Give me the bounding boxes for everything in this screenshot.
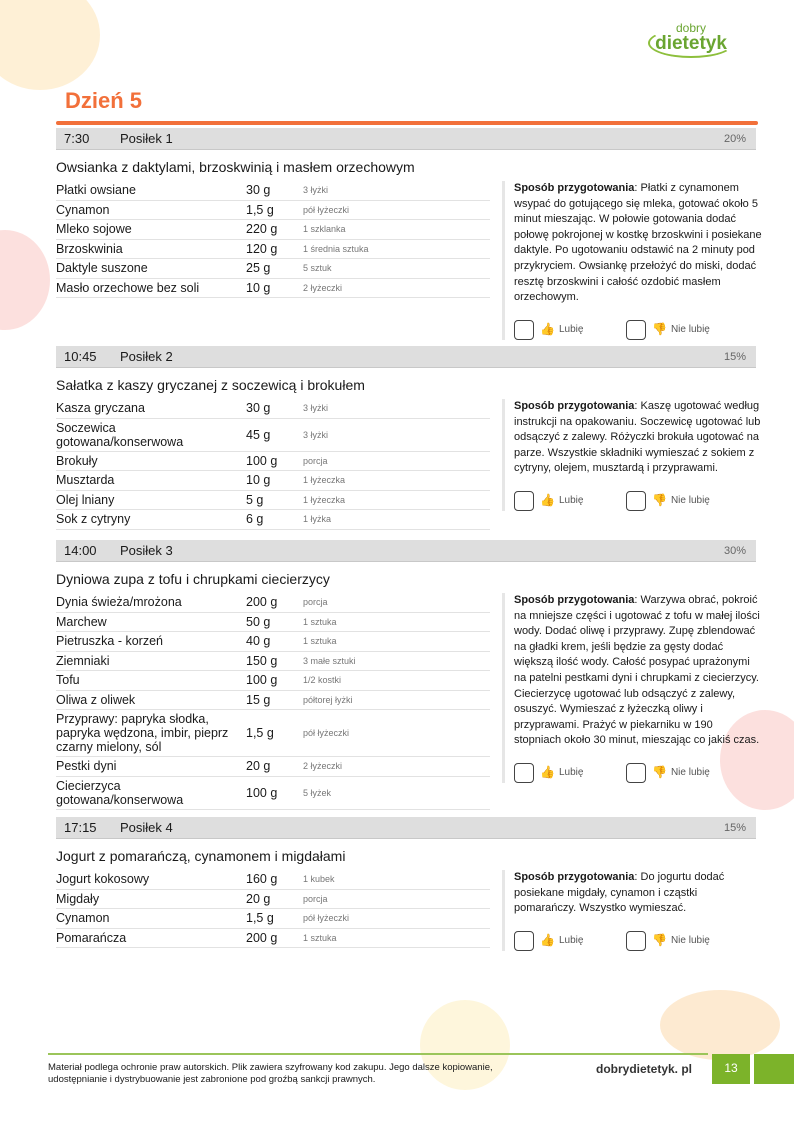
- thumbs-down-icon: 👎: [652, 493, 667, 508]
- thumbs-down-icon: 👎: [652, 765, 667, 780]
- ingredient-name: Kasza gryczana: [56, 401, 145, 416]
- meal-percent: 15%: [723, 821, 746, 834]
- ingredient-measure: 2 łyżeczki: [303, 282, 343, 293]
- ingredient-measure: porcja: [303, 455, 328, 466]
- ingredient-name: Daktyle suszone: [56, 261, 148, 276]
- ingredient-amount: 40 g: [246, 634, 271, 649]
- dislike-checkbox[interactable]: [626, 491, 646, 511]
- like-option[interactable]: [514, 931, 626, 951]
- dislike-label: Nie lubię: [670, 934, 710, 946]
- decorative-grapefruit: [0, 230, 50, 330]
- preparation: [502, 593, 762, 783]
- ingredient-row: [56, 890, 490, 910]
- ingredient-measure: 2 łyżeczki: [303, 761, 343, 772]
- ingredient-measure: 3 małe sztuki: [303, 655, 356, 666]
- ingredient-name: Musztarda: [56, 473, 115, 488]
- recipe-title: Sałatka z kaszy gryczanej z soczewicą i brokułem: [56, 377, 365, 393]
- dislike-option[interactable]: [626, 763, 738, 783]
- logo-text: dietetyk: [655, 33, 727, 54]
- ingredient-measure: pół łyżeczki: [303, 204, 350, 215]
- ingredient-amount: 10 g: [246, 473, 271, 488]
- meal-name: Posiłek 4: [120, 820, 173, 835]
- ingredient-row: [56, 181, 490, 201]
- ingredient-row: [56, 452, 490, 472]
- page-number: 13: [712, 1054, 750, 1084]
- ingredient-measure: 1 łyżeczka: [303, 494, 346, 505]
- ingredient-amount: 10 g: [246, 280, 271, 295]
- divider: [48, 1053, 708, 1055]
- ingredient-amount: 20 g: [246, 891, 271, 906]
- ingredient-amount: 100 g: [246, 785, 278, 800]
- thumbs-up-icon: 👍: [540, 765, 555, 780]
- prep-label: Sposób przygotowania: [514, 182, 635, 194]
- ingredient-row: [56, 757, 490, 777]
- prep-label: Sposób przygotowania: [514, 400, 635, 412]
- ingredient-name: Olej lniany: [56, 492, 115, 507]
- ingredient-measure: 1 sztuka: [303, 636, 337, 647]
- ingredient-row: [56, 240, 490, 260]
- ingredient-amount: 200 g: [246, 930, 278, 945]
- ingredient-name: Przyprawy: papryka słodka, papryka wędzona, imbir, pieprz czarny mielony, sól: [56, 712, 229, 754]
- ingredient-measure: pół łyżeczki: [303, 913, 350, 924]
- ingredient-name: Marchew: [56, 614, 107, 629]
- ingredient-name: Pomarańcza: [56, 930, 127, 945]
- ingredient-measure: porcja: [303, 893, 328, 904]
- recipe-title: Owsianka z daktylami, brzoskwinią i masłem orzechowym: [56, 159, 415, 175]
- ingredient-row: [56, 220, 490, 240]
- like-label: Lubię: [558, 495, 584, 507]
- ingredient-name: Ziemniaki: [56, 653, 110, 668]
- prep-label: Sposób przygotowania: [514, 594, 635, 606]
- meal-percent: 20%: [723, 132, 746, 145]
- ingredient-row: [56, 593, 490, 613]
- prep-text: : Płatki z cynamonem wsypać do gotującego się mleka, gotować około 5 minut mieszając. W połowie gotowania dodać połowę pokrojonej w kostkę brzoskwini i posiekane daktyle. Po ugotowaniu odstawić na 2 minuty pod przykryciem. Owsiankę przełożyć do miski, dodać resztę brzoskwini i całość ozdobić masłem orzechowym.: [514, 182, 762, 304]
- feedback: [514, 763, 762, 783]
- meal-time: 14:00: [64, 543, 97, 558]
- ingredient-name: Soczewica gotowana/konserwowa: [56, 420, 184, 449]
- ingredient-name: Jogurt kokosowy: [56, 872, 150, 887]
- meal-header: [56, 817, 756, 839]
- dislike-option[interactable]: [626, 931, 738, 951]
- ingredient-amount: 1,5 g: [246, 202, 274, 217]
- ingredient-amount: 30 g: [246, 183, 271, 198]
- prep-text: : Do jogurtu dodać posiekane migdały, cynamon i cząstki pomarańczy. Wszystko wymieszać.: [514, 871, 725, 915]
- site-name: dobrydietetyk. pl: [596, 1062, 693, 1076]
- ingredient-amount: 1,5 g: [246, 911, 274, 926]
- ingredient-amount: 220 g: [246, 222, 278, 237]
- ingredient-amount: 20 g: [246, 759, 271, 774]
- preparation: [502, 870, 762, 951]
- ingredient-row: [56, 419, 490, 452]
- ingredient-amount: 100 g: [246, 673, 278, 688]
- ingredient-measure: 3 łyżki: [303, 403, 329, 414]
- meal-name: Posiłek 2: [120, 349, 173, 364]
- ingredient-row: [56, 777, 490, 810]
- dislike-checkbox[interactable]: [626, 320, 646, 340]
- ingredient-name: Pietruszka - korzeń: [56, 634, 163, 649]
- logo-swoosh: [648, 28, 734, 58]
- dislike-checkbox[interactable]: [626, 763, 646, 783]
- ingredient-measure: 1 sztuka: [303, 616, 337, 627]
- ingredient-name: Płatki owsiane: [56, 183, 136, 198]
- prep-label: Sposób przygotowania: [514, 871, 635, 883]
- ingredient-amount: 160 g: [246, 872, 278, 887]
- ingredient-amount: 200 g: [246, 595, 278, 610]
- meal-section: [56, 346, 761, 527]
- like-checkbox[interactable]: [514, 931, 534, 951]
- ingredient-measure: 3 łyżki: [303, 185, 329, 196]
- ingredient-name: Dynia świeża/mrożona: [56, 595, 182, 610]
- ingredient-row: [56, 471, 490, 491]
- ingredient-name: Ciecierzyca gotowana/konserwowa: [56, 778, 184, 807]
- page-title: Dzień 5: [65, 88, 143, 113]
- prep-text: : Kaszę ugotować według instrukcji na opakowaniu. Soczewicę ugotować lub odsączyć z zalewy. Różyczki brokuła ugotować na parze. Wszystkie składniki wymieszać z sokiem z cytryny, olejem, musztardą i przyprawami.: [514, 400, 761, 475]
- decorative-orange: [0, 0, 100, 90]
- dislike-label: Nie lubię: [670, 323, 710, 335]
- ingredient-measure: pół łyżeczki: [303, 728, 350, 738]
- ingredient-measure: 1 szklanka: [303, 224, 346, 235]
- ingredient-row: [56, 279, 490, 299]
- meal-name: Posiłek 3: [120, 543, 173, 558]
- prep-text: : Warzywa obrać, pokroić na mniejsze części i ugotować z tofu w małej ilości wody. Dodać oliwę i przyprawy. Zupę zblendować na gładki krem, jeśli będzie za gęsty dodać większą ilość wody. Całość posypać uprażonymi na patelni pestkami dyni i chrupkami z ciecierzycy. Ciecierzycę ugotować lub odsączyć z zalewy, osuszyć. Wymieszać z łyżeczką oliwy i przyprawami. Prażyć w piekarniku w 190 stopniach około 30 minut, mieszając co jakiś czas.: [514, 594, 760, 747]
- ingredient-row: [56, 201, 490, 221]
- like-label: Lubię: [558, 323, 584, 335]
- page-tab: [754, 1054, 794, 1084]
- ingredient-name: Brokuły: [56, 453, 98, 468]
- ingredient-name: Tofu: [56, 673, 80, 688]
- meal-header: [56, 346, 756, 368]
- ingredient-row: [56, 259, 490, 279]
- ingredient-row: [56, 671, 490, 691]
- meal-header: [56, 540, 756, 562]
- ingredient-amount: 30 g: [246, 401, 271, 416]
- logo: [648, 22, 734, 62]
- ingredient-measure: 1 sztuka: [303, 932, 337, 943]
- meal-time: 7:30: [64, 131, 90, 146]
- ingredient-name: Cynamon: [56, 911, 110, 926]
- feedback: [514, 320, 762, 340]
- ingredient-amount: 120 g: [246, 241, 278, 256]
- meal-section: [56, 540, 760, 807]
- dislike-label: Nie lubię: [670, 767, 710, 779]
- logo-text: dobry: [675, 21, 707, 35]
- ingredient-row: [56, 652, 490, 672]
- ingredient-name: Cynamon: [56, 202, 110, 217]
- dislike-option[interactable]: [626, 320, 738, 340]
- ingredient-row: [56, 632, 490, 652]
- ingredients-table: [56, 593, 490, 810]
- ingredient-row: [56, 399, 490, 419]
- meal-time: 10:45: [64, 349, 97, 364]
- meal-time: 17:15: [64, 820, 97, 835]
- thumbs-up-icon: 👍: [540, 493, 555, 508]
- preparation: [502, 399, 762, 511]
- ingredient-name: Brzoskwinia: [56, 241, 123, 256]
- like-label: Lubię: [558, 767, 584, 779]
- recipe-title: Jogurt z pomarańczą, cynamonem i migdałami: [56, 848, 346, 864]
- ingredients-table: [56, 399, 490, 530]
- ingredient-name: Oliwa z oliwek: [56, 692, 136, 707]
- thumbs-up-icon: 👍: [540, 321, 555, 336]
- meal-header: [56, 128, 756, 150]
- ingredient-amount: 25 g: [246, 261, 271, 276]
- like-option[interactable]: [514, 320, 626, 340]
- ingredient-name: Masło orzechowe bez soli: [56, 280, 200, 295]
- ingredient-amount: 100 g: [246, 453, 278, 468]
- ingredient-amount: 45 g: [246, 427, 271, 442]
- ingredients-table: [56, 181, 490, 298]
- ingredient-row: [56, 491, 490, 511]
- ingredient-name: Sok z cytryny: [56, 512, 131, 527]
- ingredients-table: [56, 870, 490, 948]
- recipe-title: Dyniowa zupa z tofu i chrupkami ciecierzycy: [56, 571, 330, 587]
- ingredient-measure: 1/2 kostki: [303, 675, 342, 686]
- ingredient-row: [56, 710, 490, 757]
- like-checkbox[interactable]: [514, 763, 534, 783]
- copyright-notice: Materiał podlega ochronie praw autorskich. Plik zawiera szyfrowany kod zakupu. Jego dalsze kopiowanie, udostępnianie i dystrybuowanie jest zabronione pod groźbą sankcji prawnych.: [48, 1062, 493, 1085]
- like-label: Lubię: [558, 934, 584, 946]
- feedback: [514, 491, 762, 511]
- like-checkbox[interactable]: [514, 320, 534, 340]
- dislike-option[interactable]: [626, 491, 738, 511]
- ingredient-name: Pestki dyni: [56, 759, 117, 774]
- ingredient-amount: 6 g: [246, 512, 264, 527]
- meal-percent: 15%: [723, 350, 746, 363]
- meal-section: [56, 128, 762, 336]
- like-checkbox[interactable]: [514, 491, 534, 511]
- dislike-checkbox[interactable]: [626, 931, 646, 951]
- thumbs-down-icon: 👎: [652, 321, 667, 336]
- feedback: [514, 931, 762, 951]
- ingredient-measure: 3 łyżki: [303, 429, 329, 440]
- ingredient-measure: półtorej łyżki: [303, 694, 353, 705]
- ingredient-name: Migdały: [56, 891, 100, 906]
- ingredient-measure: 1 łyżka: [303, 514, 332, 525]
- ingredient-amount: 150 g: [246, 653, 278, 668]
- ingredient-row: [56, 929, 490, 949]
- ingredient-amount: 5 g: [246, 492, 264, 507]
- thumbs-up-icon: 👍: [540, 932, 555, 947]
- dislike-label: Nie lubię: [670, 495, 710, 507]
- thumbs-down-icon: 👎: [652, 932, 667, 947]
- ingredient-measure: porcja: [303, 597, 328, 608]
- ingredient-amount: 15 g: [246, 692, 271, 707]
- ingredient-measure: 5 sztuk: [303, 263, 332, 274]
- ingredient-amount: 50 g: [246, 614, 271, 629]
- ingredient-name: Mleko sojowe: [56, 222, 132, 237]
- decorative-orange: [660, 990, 780, 1060]
- ingredient-measure: 1 łyżeczka: [303, 475, 346, 486]
- ingredient-row: [56, 909, 490, 929]
- meal-name: Posiłek 1: [120, 131, 173, 146]
- ingredient-row: [56, 510, 490, 530]
- ingredient-measure: 1 średnia sztuka: [303, 243, 369, 254]
- ingredient-amount: 1,5 g: [246, 726, 274, 740]
- meal-percent: 30%: [723, 544, 746, 557]
- ingredient-row: [56, 691, 490, 711]
- preparation: [502, 181, 762, 340]
- ingredient-row: [56, 870, 490, 890]
- like-option[interactable]: [514, 491, 626, 511]
- ingredient-measure: 1 kubek: [303, 874, 335, 885]
- meal-section: [56, 817, 756, 947]
- like-option[interactable]: [514, 763, 626, 783]
- ingredient-row: [56, 613, 490, 633]
- divider: [56, 121, 758, 125]
- ingredient-measure: 5 łyżek: [303, 787, 332, 798]
